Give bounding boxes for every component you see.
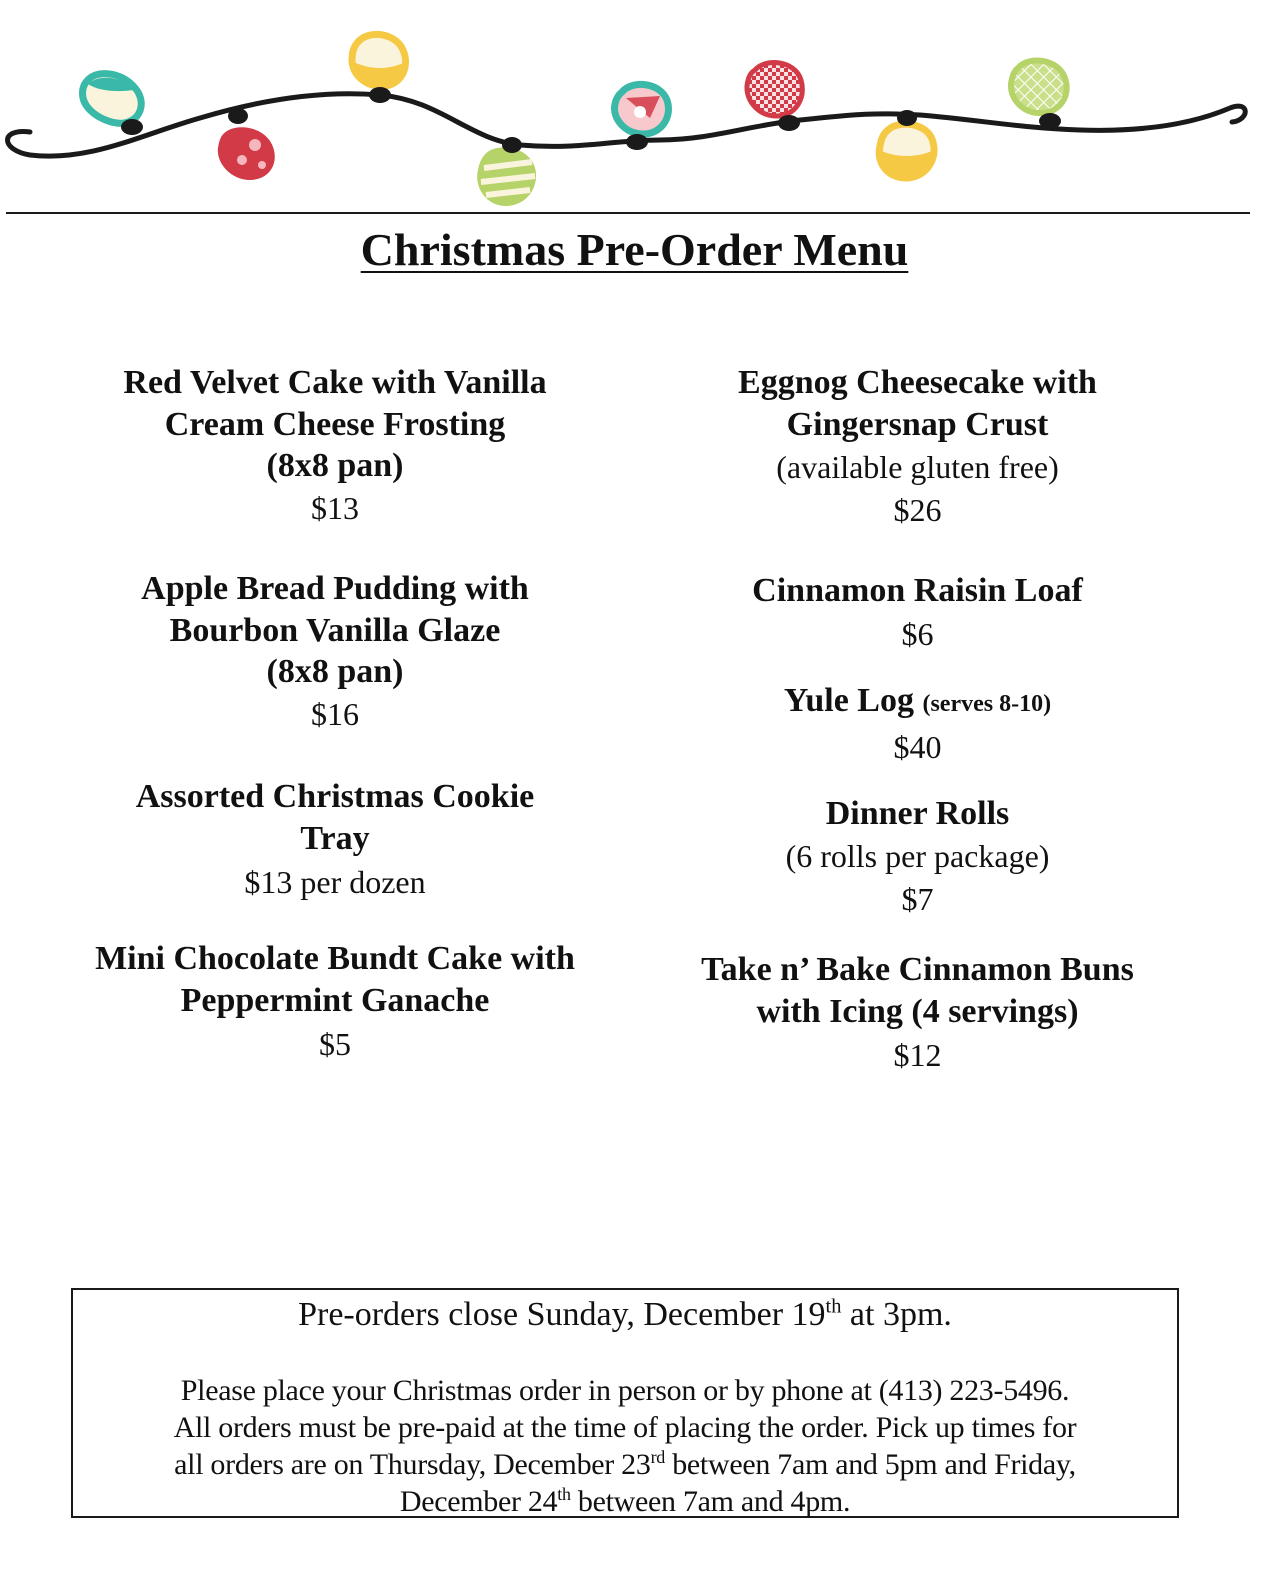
instructions-line: Please place your Christmas order in person or by phone at (413) 223-5496.	[180, 1374, 1070, 1407]
christmas-lights-garland	[0, 0, 1269, 215]
pickup-suffix: rd	[650, 1447, 665, 1467]
menu-item-eggnog-cheesecake	[620, 362, 1215, 532]
yellow-bulb	[879, 110, 934, 180]
red-bulb	[220, 108, 273, 178]
menu-column-left	[40, 362, 630, 1066]
item-name: Tray	[300, 820, 370, 857]
item-name: Bourbon Vanilla Glaze	[169, 612, 501, 649]
pickup-text: between 7am and 5pm and Friday,	[665, 1448, 1076, 1481]
item-name: Red Velvet Cake with Vanilla	[123, 364, 547, 401]
instructions-line	[73, 1483, 1177, 1520]
pickup-text: December 24	[399, 1485, 558, 1518]
menu-column-right	[620, 362, 1215, 1077]
item-name: Assorted Christmas Cookie	[135, 778, 535, 815]
deadline-text: Pre-orders close Sunday, December 19	[298, 1296, 826, 1333]
red-pattern-bulb	[747, 63, 802, 131]
item-price: $13	[311, 490, 359, 526]
green-pattern-bulb	[1011, 61, 1067, 129]
item-name: Cream Cheese Frosting	[164, 406, 506, 443]
deadline-suffix: th	[825, 1295, 842, 1318]
item-name: with Icing (4 servings)	[756, 993, 1079, 1030]
item-price: $13 per dozen	[244, 864, 426, 900]
item-note: (6 rolls per package)	[785, 838, 1050, 874]
preorder-deadline	[73, 1294, 1177, 1336]
item-name	[620, 680, 1215, 725]
item-detail: (8x8 pan)	[266, 447, 404, 484]
menu-item-bundt-cake	[40, 938, 630, 1066]
menu-item-apple-bread-pudding	[40, 568, 630, 736]
page-title: Christmas Pre-Order Menu	[360, 224, 909, 275]
order-info-box	[71, 1288, 1179, 1518]
pickup-text: between 7am and 4pm.	[570, 1485, 851, 1518]
instructions-line	[73, 1446, 1177, 1483]
order-instructions	[73, 1372, 1177, 1520]
item-name: Dinner Rolls	[825, 795, 1010, 832]
item-price: $6	[901, 616, 934, 652]
item-name: Eggnog Cheesecake with	[738, 364, 1097, 401]
teal-bulb	[83, 74, 144, 135]
item-detail: (8x8 pan)	[266, 653, 404, 690]
menu-item-yule-log	[620, 680, 1215, 769]
menu-item-cookie-tray	[40, 776, 630, 904]
item-name: Apple Bread Pudding with	[141, 570, 529, 607]
header-divider	[6, 212, 1250, 214]
item-serves: (serves 8-10)	[922, 691, 1052, 717]
item-price: $40	[893, 729, 942, 765]
pickup-suffix: th	[557, 1484, 571, 1504]
menu-item-cinnamon-raisin-loaf	[620, 570, 1215, 656]
item-price: $26	[893, 492, 942, 528]
item-name-text: Yule Log	[783, 682, 914, 719]
item-price: $5	[319, 1026, 351, 1062]
item-name: Cinnamon Raisin Loaf	[752, 572, 1083, 609]
item-price: $12	[893, 1037, 942, 1073]
item-note: (available gluten free)	[776, 449, 1059, 485]
deadline-time: at 3pm.	[841, 1296, 952, 1333]
menu-item-cinnamon-buns	[620, 949, 1215, 1077]
item-price: $7	[901, 881, 934, 917]
item-price: $16	[311, 696, 359, 732]
item-name: Take n’ Bake Cinnamon Buns	[701, 951, 1134, 988]
menu-item-dinner-rolls	[620, 793, 1215, 921]
pickup-text: all orders are on Thursday, December 23	[174, 1448, 651, 1481]
item-name: Peppermint Ganache	[180, 982, 490, 1019]
instructions-line: All orders must be pre-paid at the time of placing the order. Pick up times for	[173, 1411, 1077, 1444]
item-name: Gingersnap Crust	[786, 406, 1049, 443]
menu-item-red-velvet-cake	[40, 362, 630, 530]
item-name: Mini Chocolate Bundt Cake with	[95, 940, 575, 977]
